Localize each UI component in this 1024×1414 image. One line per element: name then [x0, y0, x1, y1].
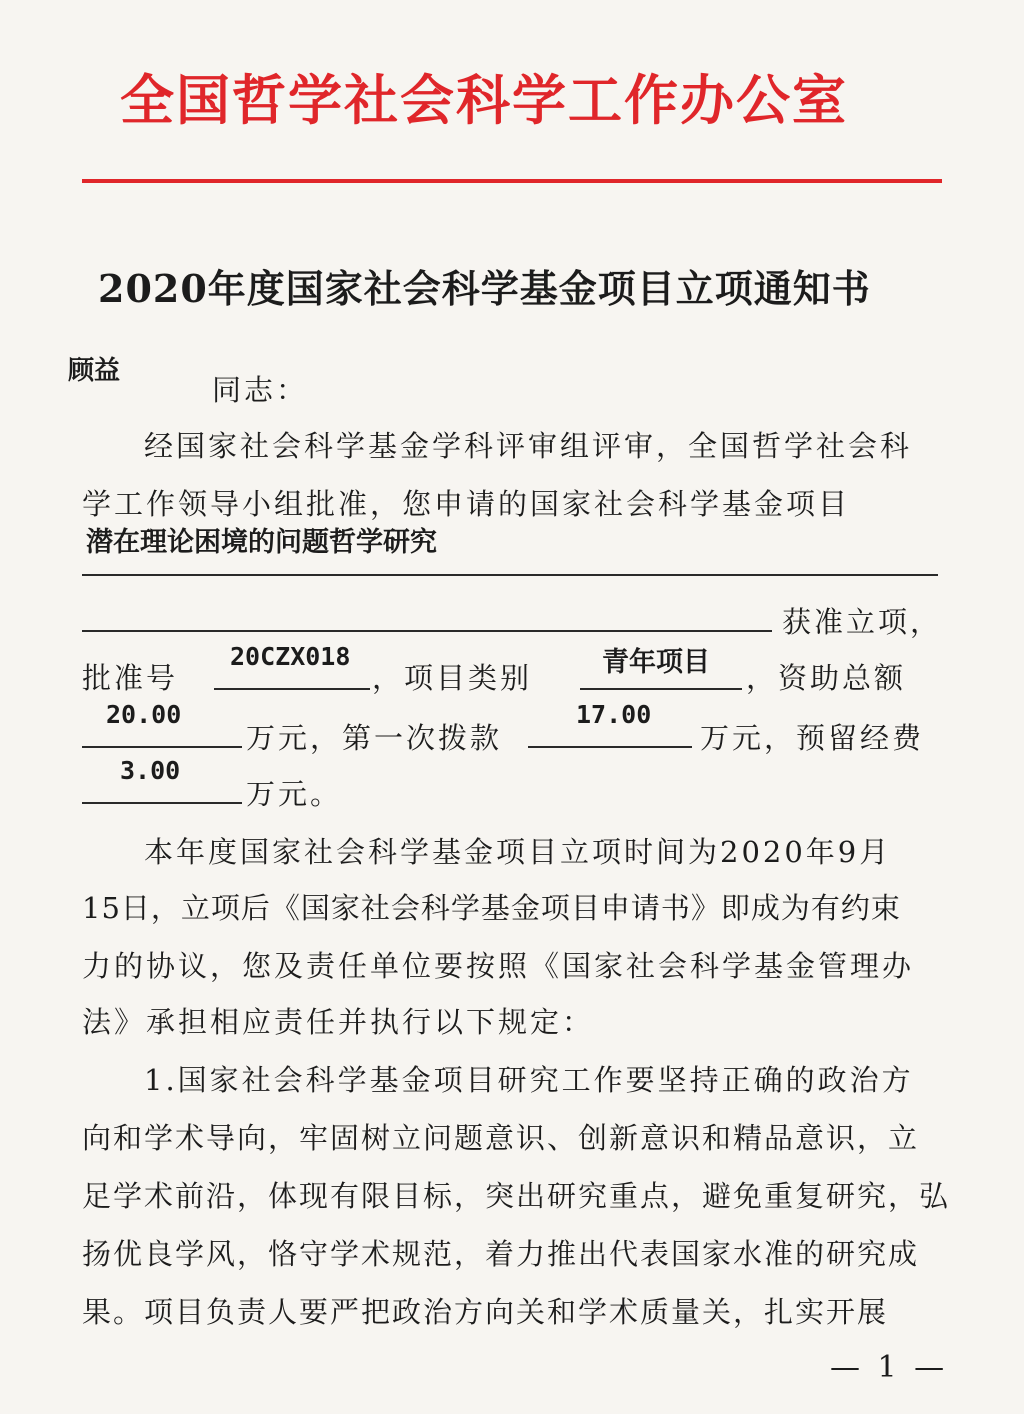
first-payment-underline: [528, 746, 692, 748]
para2-line-1: 本年度国家社会科学基金项目立项时间为2020年9月: [144, 835, 892, 869]
para2-line-3: 力的协议，您及责任单位要按照《国家社会科学基金管理办: [82, 949, 915, 983]
project-category-underline: [580, 688, 742, 690]
reserve-underline: [82, 802, 242, 804]
rule1-line-4: 扬优良学风，恪守学术规范，着力推出代表国家水准的研究成: [82, 1237, 920, 1271]
salutation: 同志：: [212, 373, 309, 407]
first-payment-amount: 17.00: [576, 700, 652, 729]
total-funding-underline: [82, 746, 242, 748]
recipient-name: 顾益: [68, 356, 121, 386]
label-category: ，项目类别: [372, 661, 533, 695]
letterhead-red-rule: [82, 179, 942, 183]
para2-line-2: 15日，立项后《国家社会科学基金项目申请书》即成为有约束: [82, 891, 901, 925]
label-approval-no: 批准号: [82, 661, 179, 695]
approved-text: 获准立项，: [782, 605, 943, 639]
rule1-line-3: 足学术前沿，体现有限目标，突出研究重点，避免重复研究，弘: [82, 1179, 951, 1213]
label-first-payment: 万元，第一次拨款: [246, 721, 503, 755]
label-total-funding: ，资助总额: [746, 661, 907, 695]
reserve-amount: 3.00: [120, 756, 181, 785]
document-title: 2020年度国家社会科学基金项目立项通知书: [98, 266, 871, 311]
approval-number: 20CZX018: [230, 642, 351, 671]
project-title-underline-2: [82, 630, 772, 632]
rule1-line-5: 果。项目负责人要严把政治方向关和学术质量关，扎实开展: [82, 1295, 889, 1329]
approval-number-underline: [214, 688, 370, 690]
para2-line-4: 法》承担相应责任并执行以下规定：: [82, 1005, 595, 1039]
intro-line-2: 学工作领导小组批准，您申请的国家社会科学基金项目: [82, 487, 851, 521]
unit-end: 万元。: [246, 777, 343, 811]
intro-line-1: 经国家社会科学基金学科评审组评审，全国哲学社会科: [144, 429, 913, 463]
label-reserve: 万元，预留经费: [700, 721, 925, 755]
page-number: — 1 —: [830, 1350, 949, 1385]
total-funding-amount: 20.00: [106, 700, 182, 729]
rule1-line-1: 1.国家社会科学基金项目研究工作要坚持正确的政治方: [144, 1063, 914, 1097]
rule1-line-2: 向和学术导向，牢固树立问题意识、创新意识和精品意识，立: [82, 1121, 920, 1155]
project-title: 潜在理论困境的问题哲学研究: [86, 527, 437, 558]
project-title-underline: [82, 574, 938, 576]
project-category: 青年项目: [602, 647, 710, 678]
letterhead-org-name: 全国哲学社会科学工作办公室: [120, 68, 848, 132]
